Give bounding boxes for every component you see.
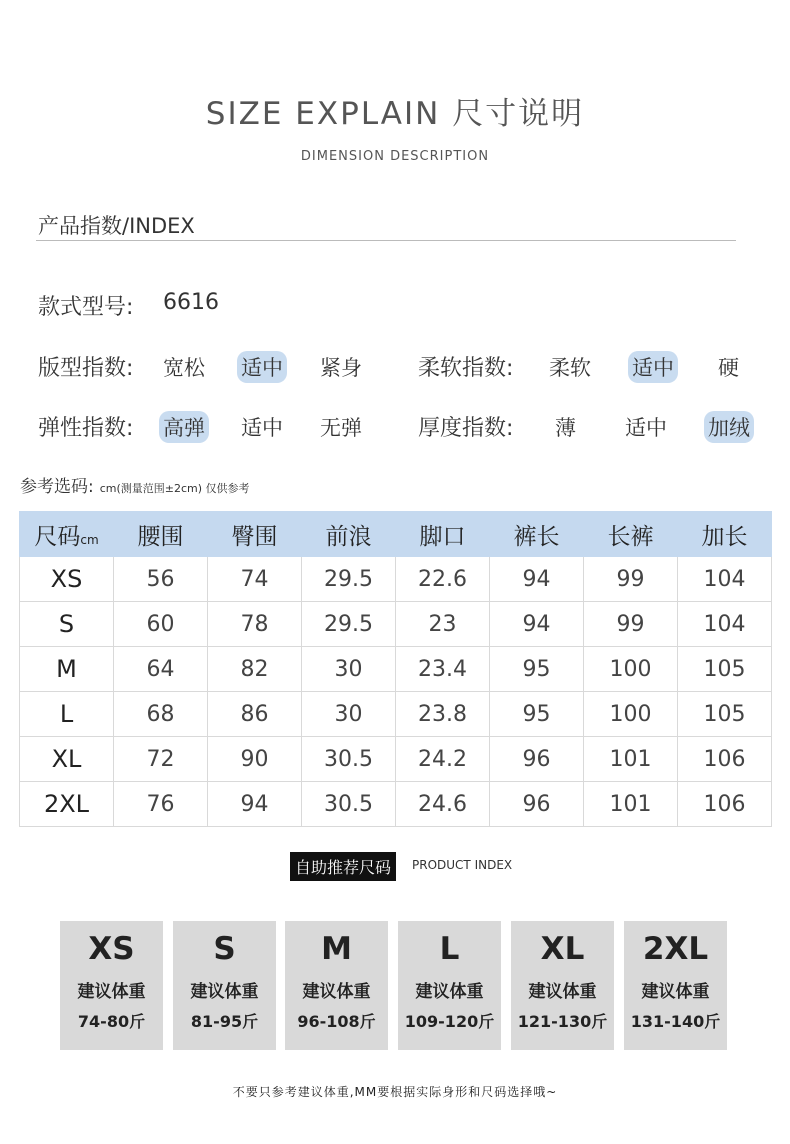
table-cell: 105 bbox=[678, 692, 772, 737]
elasticity-option: 无弹 bbox=[320, 416, 362, 440]
header-size bbox=[20, 512, 114, 557]
card-label: 建议体重 bbox=[528, 982, 597, 1002]
softness-option: 适中 bbox=[628, 351, 678, 383]
table-cell: 99 bbox=[584, 602, 678, 647]
fit-option: 适中 bbox=[237, 351, 287, 383]
table-cell: 94 bbox=[490, 602, 584, 647]
model-value: 6616 bbox=[163, 290, 219, 315]
table-cell: 106 bbox=[678, 737, 772, 782]
size-card bbox=[173, 921, 276, 1050]
card-range: 109-120斤 bbox=[404, 1012, 495, 1031]
card-label: 建议体重 bbox=[77, 982, 146, 1002]
table-cell: 78 bbox=[208, 602, 302, 647]
table-cell: 23 bbox=[396, 602, 490, 647]
recommend-badge: 自助推荐尺码 bbox=[290, 852, 396, 881]
table-row bbox=[20, 782, 772, 827]
card-label: 建议体重 bbox=[190, 982, 259, 1002]
card-size: L bbox=[439, 931, 460, 967]
table-cell: 95 bbox=[490, 647, 584, 692]
footer-note: 不要只参考建议体重,MM要根据实际身形和尺码选择哦~ bbox=[232, 1085, 558, 1099]
table-row bbox=[20, 737, 772, 782]
header-hip: 臀围 bbox=[208, 512, 302, 557]
size-table-header-row bbox=[20, 512, 772, 557]
table-cell: 86 bbox=[208, 692, 302, 737]
reference-note bbox=[20, 472, 250, 497]
table-cell: 64 bbox=[114, 647, 208, 692]
card-label: 建议体重 bbox=[415, 982, 484, 1002]
softness-option: 硬 bbox=[718, 356, 739, 380]
table-cell: 94 bbox=[208, 782, 302, 827]
thickness-option: 加绒 bbox=[704, 411, 754, 443]
table-cell: 104 bbox=[678, 602, 772, 647]
table-cell: 105 bbox=[678, 647, 772, 692]
card-size: M bbox=[321, 931, 352, 967]
fit-option: 紧身 bbox=[320, 356, 362, 380]
size-table bbox=[19, 511, 772, 827]
table-cell: 100 bbox=[584, 692, 678, 737]
table-cell: 24.6 bbox=[396, 782, 490, 827]
card-size: S bbox=[213, 931, 236, 967]
table-cell: 23.4 bbox=[396, 647, 490, 692]
table-cell: 90 bbox=[208, 737, 302, 782]
fit-label: 版型指数: bbox=[38, 356, 134, 381]
softness-option: 柔软 bbox=[549, 356, 591, 380]
table-cell: 23.8 bbox=[396, 692, 490, 737]
table-cell: 56 bbox=[114, 557, 208, 602]
thickness-option: 适中 bbox=[625, 416, 667, 440]
size-card bbox=[285, 921, 388, 1050]
table-cell: 99 bbox=[584, 557, 678, 602]
header-waist: 腰围 bbox=[114, 512, 208, 557]
card-range: 121-130斤 bbox=[517, 1012, 608, 1031]
header-hem: 脚口 bbox=[396, 512, 490, 557]
page-subtitle: DIMENSION DESCRIPTION bbox=[300, 149, 490, 164]
table-cell: 94 bbox=[490, 557, 584, 602]
reference-label: 参考选码: bbox=[20, 477, 94, 497]
thickness-label: 厚度指数: bbox=[418, 416, 514, 441]
size-cell: 2XL bbox=[20, 782, 114, 827]
table-cell: 106 bbox=[678, 782, 772, 827]
card-size: XL bbox=[540, 931, 585, 967]
table-row bbox=[20, 602, 772, 647]
elasticity-option: 适中 bbox=[241, 416, 283, 440]
table-cell: 76 bbox=[114, 782, 208, 827]
size-card bbox=[398, 921, 501, 1050]
elasticity-label: 弹性指数: bbox=[38, 416, 134, 441]
card-label: 建议体重 bbox=[302, 982, 371, 1002]
header-length: 裤长 bbox=[490, 512, 584, 557]
card-label: 建议体重 bbox=[641, 982, 710, 1002]
table-cell: 29.5 bbox=[302, 602, 396, 647]
table-cell: 24.2 bbox=[396, 737, 490, 782]
header-long-length: 长裤 bbox=[584, 512, 678, 557]
table-cell: 96 bbox=[490, 782, 584, 827]
header-size-label: 尺码 bbox=[34, 523, 81, 550]
table-cell: 74 bbox=[208, 557, 302, 602]
reference-detail: cm(测量范围±2cm) 仅供参考 bbox=[99, 482, 250, 495]
table-cell: 68 bbox=[114, 692, 208, 737]
table-row bbox=[20, 647, 772, 692]
card-range: 74-80斤 bbox=[77, 1012, 146, 1031]
page-title: SIZE EXPLAIN 尺寸说明 bbox=[205, 96, 585, 132]
thickness-option: 薄 bbox=[555, 416, 576, 440]
size-card bbox=[60, 921, 163, 1050]
size-cell: M bbox=[20, 647, 114, 692]
table-row bbox=[20, 692, 772, 737]
table-cell: 96 bbox=[490, 737, 584, 782]
card-size: XS bbox=[88, 931, 135, 967]
softness-label: 柔软指数: bbox=[418, 356, 514, 381]
index-divider bbox=[36, 240, 736, 241]
size-cell: XL bbox=[20, 737, 114, 782]
size-card bbox=[511, 921, 614, 1050]
table-cell: 100 bbox=[584, 647, 678, 692]
table-cell: 30 bbox=[302, 647, 396, 692]
table-cell: 82 bbox=[208, 647, 302, 692]
table-cell: 72 bbox=[114, 737, 208, 782]
size-card bbox=[624, 921, 727, 1050]
table-cell: 30 bbox=[302, 692, 396, 737]
card-range: 81-95斤 bbox=[190, 1012, 259, 1031]
size-cell: S bbox=[20, 602, 114, 647]
header-extra-long: 加长 bbox=[678, 512, 772, 557]
fit-option: 宽松 bbox=[163, 356, 205, 380]
table-cell: 95 bbox=[490, 692, 584, 737]
table-cell: 104 bbox=[678, 557, 772, 602]
table-cell: 29.5 bbox=[302, 557, 396, 602]
table-cell: 60 bbox=[114, 602, 208, 647]
table-cell: 30.5 bbox=[302, 737, 396, 782]
card-range: 96-108斤 bbox=[297, 1012, 376, 1031]
elasticity-option: 高弹 bbox=[159, 411, 209, 443]
size-cell: L bbox=[20, 692, 114, 737]
header-unit: cm bbox=[80, 532, 99, 547]
table-cell: 30.5 bbox=[302, 782, 396, 827]
recommend-label: PRODUCT INDEX bbox=[412, 858, 513, 872]
table-cell: 101 bbox=[584, 782, 678, 827]
header-rise: 前浪 bbox=[302, 512, 396, 557]
index-heading: 产品指数/INDEX bbox=[38, 214, 195, 238]
table-cell: 101 bbox=[584, 737, 678, 782]
size-cell: XS bbox=[20, 557, 114, 602]
card-range: 131-140斤 bbox=[630, 1012, 721, 1031]
table-cell: 22.6 bbox=[396, 557, 490, 602]
table-row bbox=[20, 557, 772, 602]
card-size: 2XL bbox=[642, 931, 709, 967]
model-label: 款式型号: bbox=[38, 295, 134, 320]
